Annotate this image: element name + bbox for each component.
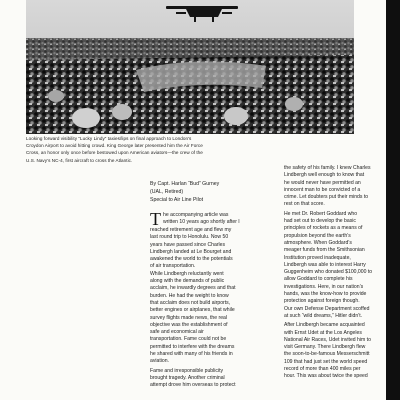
text-line: of air transportation.: [150, 263, 196, 270]
text-line: atmosphere. When Goddard’s: [284, 239, 352, 246]
text-line: burden. He had the weight to know: [150, 292, 229, 299]
text-line: Fame and irresponsible publicity: [150, 367, 224, 374]
text-line: aviation.: [150, 358, 169, 365]
text-line: objective was the establishment of: [150, 321, 228, 328]
text-line: with Ernst Udet at the Los Angeles: [284, 329, 362, 336]
text-line: hour. This was about twice the speed: [284, 373, 368, 380]
text-line: Lindbergh well enough to know that: [284, 172, 365, 179]
article-column-right: [284, 165, 374, 381]
text-line: After Lindbergh became acquainted: [284, 322, 365, 329]
text-line: Institution proved inadequate,: [284, 254, 351, 261]
text-line: that acclaim does not build airports,: [150, 299, 231, 306]
lead-paragraph-start: [150, 209, 263, 229]
text-line: at such “wild dreams,” Hitler didn’t.: [284, 312, 363, 319]
text-line: visit Germany. There Lindbergh flew: [284, 344, 366, 351]
text-line: record of more than 400 miles per: [284, 366, 361, 373]
text-line: permitted to interfere with the dreams: [150, 343, 235, 350]
byline-affiliation: (UAL, Retired): [150, 188, 184, 195]
text-line: meager funds from the Smithsonian: [284, 247, 365, 254]
text-line: he would never have permitted an: [284, 179, 361, 186]
text-line: survey flights made news, the real: [150, 314, 228, 321]
text-line: he accompanying article was: [163, 212, 229, 218]
text-line: Our own Defense Department scoffed: [284, 305, 370, 312]
byline-special: Special to Air Line Pilot: [150, 197, 204, 203]
text-line: Lindbergh landed at Le Bourget and: [150, 248, 232, 255]
text-line: Lindbergh was able to interest Harry: [284, 261, 366, 268]
page-gutter-edge: [386, 0, 400, 400]
drop-cap: T: [150, 209, 161, 229]
text-line: hands, was the know-how to provide: [284, 291, 367, 298]
text-line: National Air Races, Udet invited him to: [284, 336, 371, 343]
text-line: allow Goddard to complete his: [284, 276, 353, 283]
text-line: last round trip to Honolulu. Now 50: [150, 234, 229, 241]
text-line: the soon-to-be-famous Messerschmitt: [284, 351, 370, 358]
text-line: He met Dr. Robert Goddard who: [284, 210, 358, 217]
text-line: along with the demands of public: [150, 278, 225, 285]
text-line: brought tragedy. Another criminal: [150, 374, 225, 381]
text-line: written 10 years ago shortly after I: [163, 219, 240, 226]
text-line: safe and economical air: [150, 329, 204, 336]
caption-line: Cross, an honor only once before bestowed upon American aviators—the crew of the: [26, 150, 203, 156]
article-column-left: [150, 209, 263, 390]
text-line: the safety of his family. I knew Charles: [284, 165, 371, 171]
byline-author: By Capt. Harlan “Bud” Gurney: [150, 181, 220, 187]
text-line: years have passed since Charles: [150, 241, 226, 248]
text-line: protection against foreign though.: [284, 298, 360, 305]
text-line: better engines or airplanes, that while: [150, 307, 235, 314]
text-line: he shared with many of his friends in: [150, 351, 233, 358]
text-line: reached retirement age and flew my: [150, 227, 232, 233]
text-line: attempt drove him overseas to protect: [150, 382, 236, 389]
text-line: had set out to develop the basic: [284, 218, 356, 225]
text-line: rest on that score.: [284, 201, 325, 208]
caption-line: U.S. Navy’s NC-4, first aircraft to cross the Atlantic.: [26, 157, 133, 163]
photo-image: [26, 0, 354, 134]
text-line: Guggenheim who donated $100,000 to: [284, 269, 373, 276]
text-line: awakened the world to the potentials: [150, 256, 233, 263]
photo-caption: [26, 135, 356, 164]
caption-line: Croydon Airport to avoid hitting crowd. King George later presented him the Air Force: [26, 143, 203, 149]
text-line: acclaim, he inwardly degrees and that: [150, 285, 236, 292]
text-line: crime. Let doubters put their minds to: [284, 194, 369, 201]
text-line: investigations. Here, in our nation’s: [284, 283, 364, 290]
text-line: principles of rockets as a means of: [284, 225, 363, 232]
photo-crowd-spirit-of-st-louis: [26, 0, 354, 134]
text-line: innocent man to be convicted of a: [284, 186, 361, 193]
text-line: propulsion beyond the earth’s: [284, 232, 351, 239]
text-line: transportation. Fame could not be: [150, 336, 227, 343]
byline: [150, 181, 300, 205]
caption-line: Looking forward visibility “Lucky Lindy” taxies/lips on final approach to London’s: [26, 136, 192, 141]
text-line: 109 that had just set the world speed: [284, 358, 368, 365]
text-line: While Lindbergh reluctantly went: [150, 270, 224, 277]
